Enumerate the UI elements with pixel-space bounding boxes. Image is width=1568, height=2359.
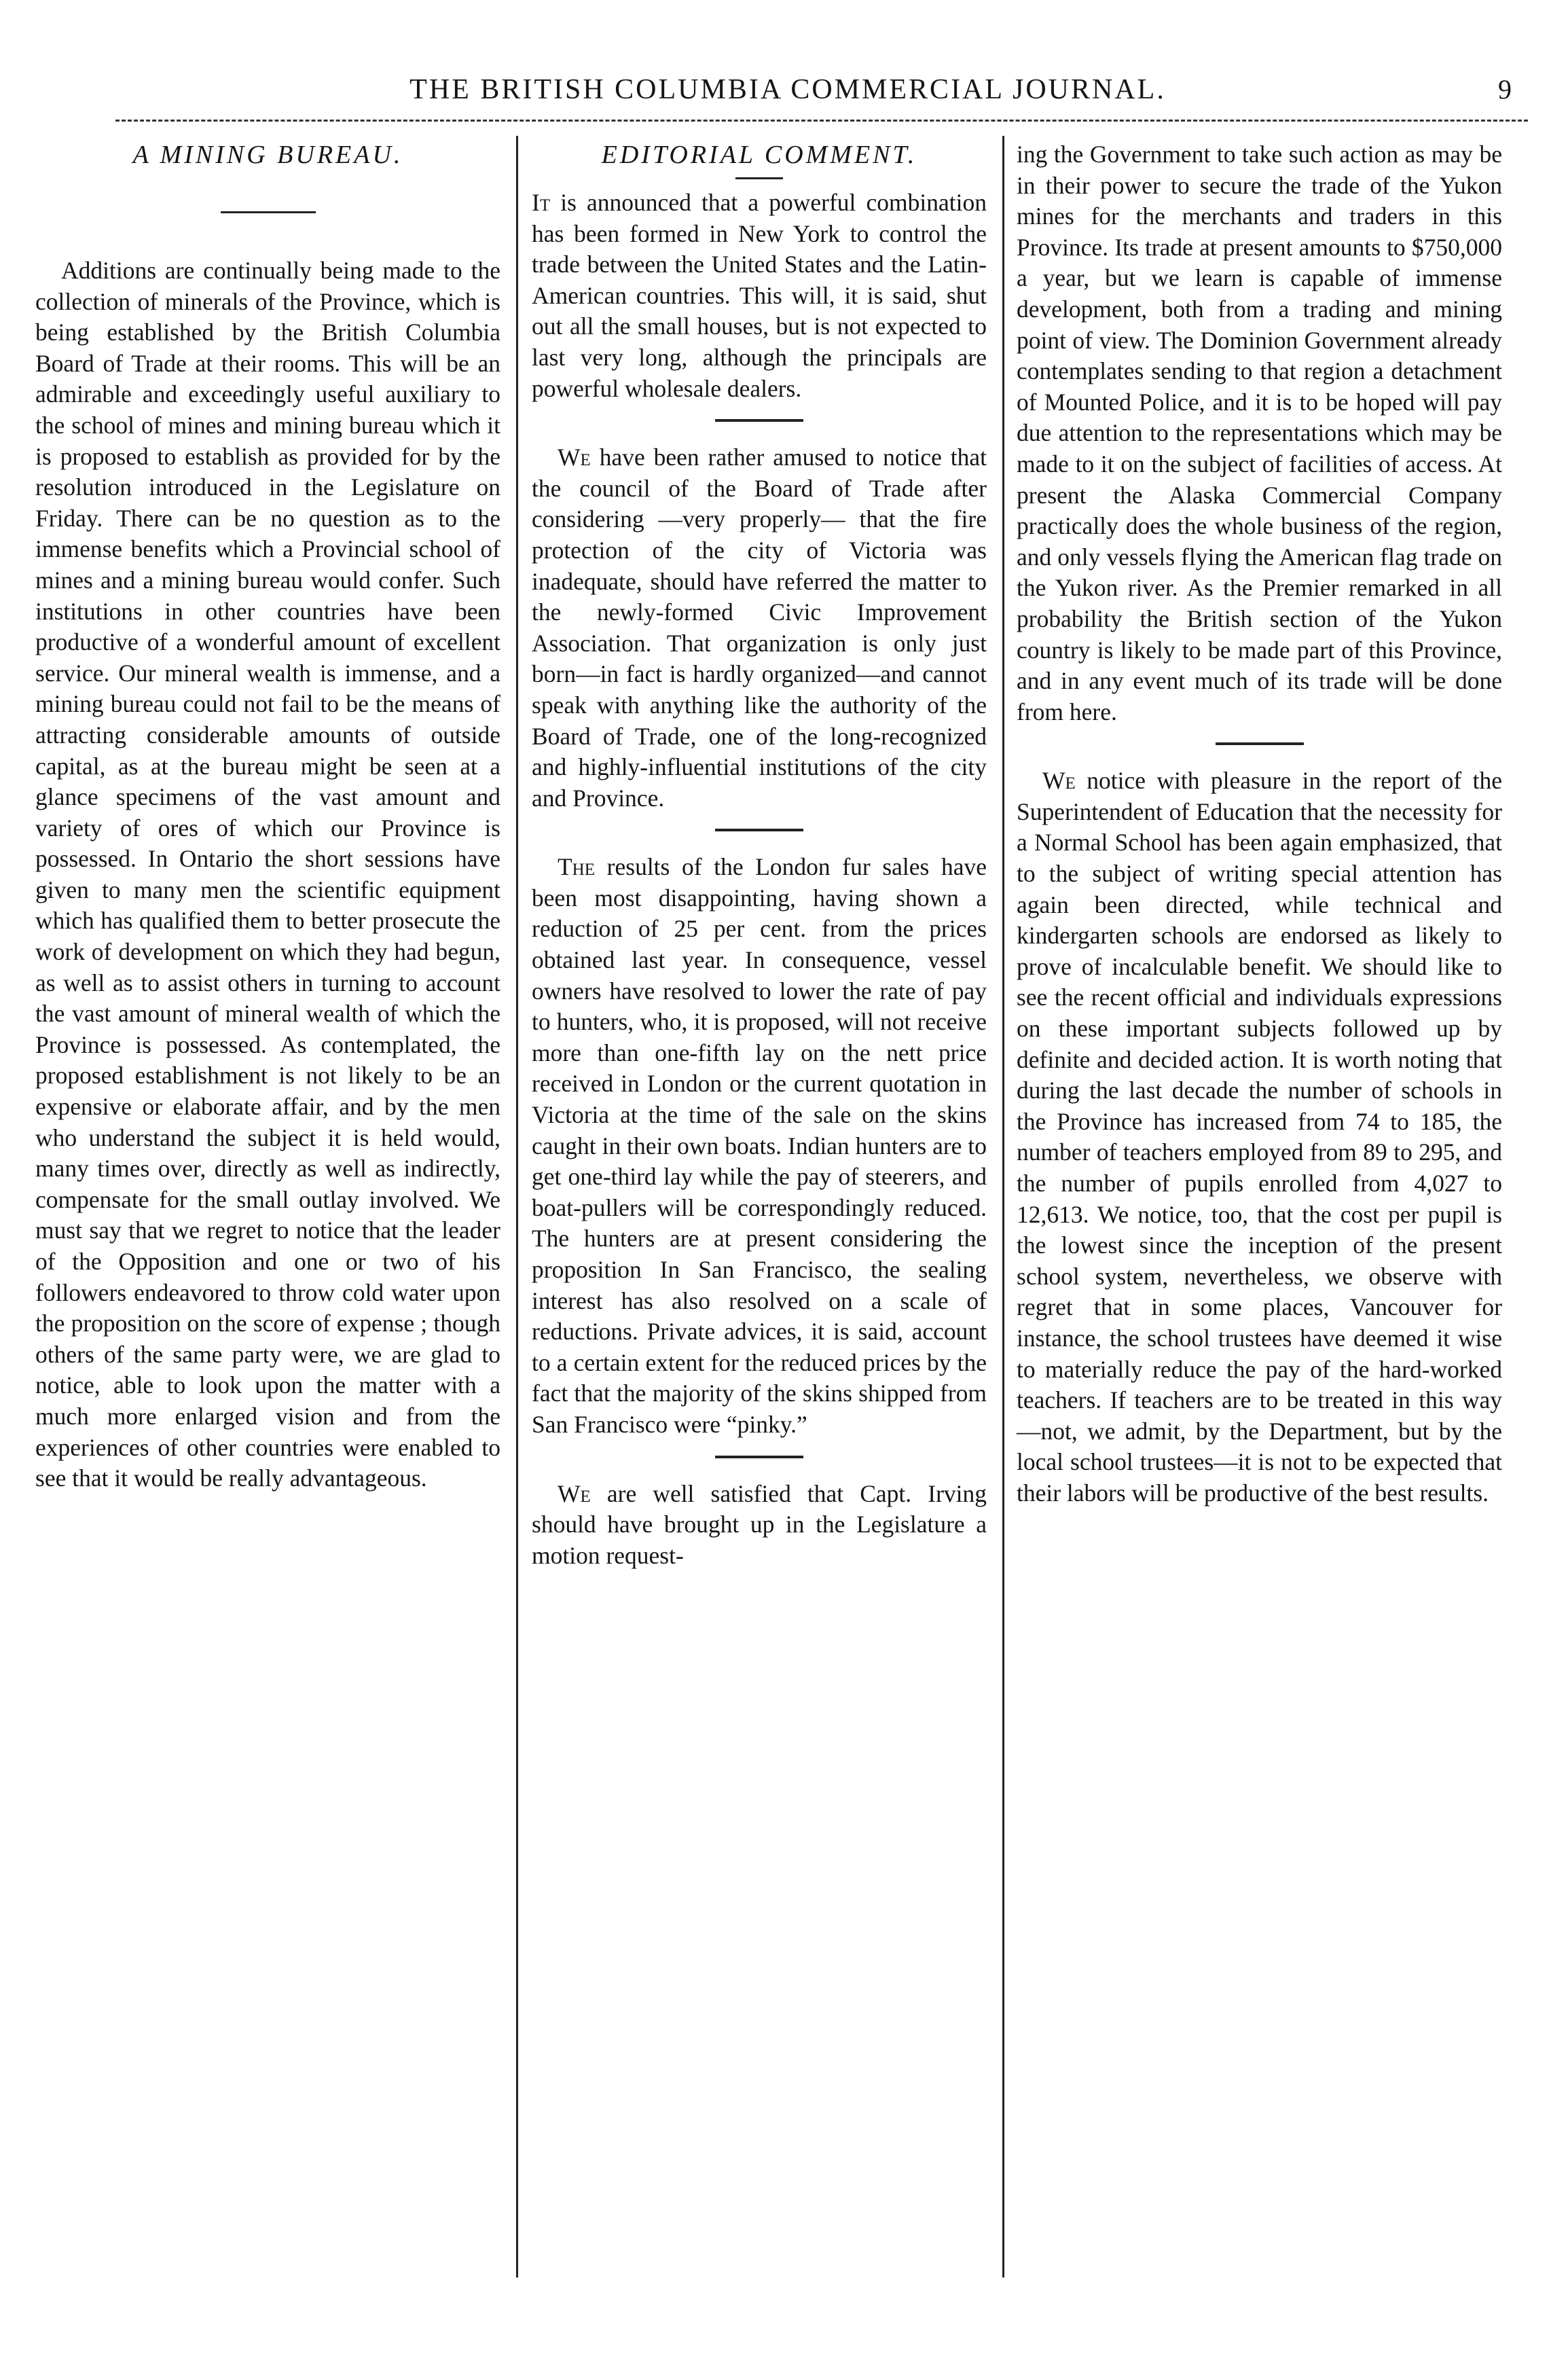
page-number: 9 [1498,74,1512,105]
paragraph-text: is announced that a powerful combination has been formed in New York to control the trade between the United States and the Latin-American countries. This will, it is said, shut out all the small houses, but is not expected to last very long, although the principals are powerful wholesale dealers. [532,189,987,402]
paragraph-lead: We [558,1479,591,1507]
paragraph-lead: It [532,189,551,216]
heading-rule [735,177,783,179]
editorial-paragraph-1 [532,187,987,404]
masthead [54,68,1521,122]
column-editorial-comment [532,139,987,1571]
paragraph-lead: We [558,444,591,471]
editorial-paragraph-4-continued: ing the Government to take such action as may be in their power to secure the trade of the Yukon mines for the merchants and traders in this Province. Its trade at present amounts to $750,000 a year, but we learn is capable of immense development, both from a trading and mining point of view. The Dominion Government already contemplates sending to that region a detachment of Mounted Police, and it is to be hoped will pay due attention to the representations which may be made to it on the subject of facilities of access. At present the Alaska Commercial Company practically does the whole business of the region, and only vessels flying the American flag trade on the Yukon river. As the Premier remarked in all probability the British section of the Yukon country is likely to be made part of this Province, and in any event much of its trade will be done from here. [1017,141,1502,725]
paragraph-divider [715,419,803,422]
journal-title: THE BRITISH COLUMBIA COMMERCIAL JOURNAL. [409,74,1166,105]
paragraph-text: notice with pleasure in the report of the Superintendent of Education that the necessity for a Normal School has been again emphasized, that to the subject of writing special attention has again been directed, while technical and kindergarten schools are endorsed as likely to prove of incalculable benefit. We should like to see the recent official and individuals expressions on these important subjects followed up by definite and decided action. It is worth noting that during the last decade the number of schools in the Province has increased from 74 to 185, the number of teachers employed from 89 to 295, and the number of pupils enrolled from 4,027 to 12,613. We notice, too, that the cost per pupil is the lowest since the inception of the present school system, nevertheless, we observe with regret that in some places, Vancouver for instance, the school trustees have deemed it wise to materially reduce the pay of the hard-worked teachers. If teachers are to be treated in this way—not, we admit, by the Department, but by the local school trustees—it is not to be expected that their labors will be productive of the best results. [1017,767,1503,1507]
paragraph-text: have been rather amused to notice that the council of the Board of Trade after considering —very properly— that the fire protection of the city of Victoria was inadequate, should have referred the matter to the newly-formed Civic Improvement Association. That organization is only just born—in fact is hardly organized—and cannot speak with anything like the authority of the Board of Trade, one of the long-recognized and highly-influential institutions of the city and Province. [532,444,987,812]
paragraph-divider [715,1456,803,1458]
column-rule-1 [516,136,518,2277]
column-mining-bureau [35,139,500,1494]
paragraph-divider [715,829,803,831]
article-heading-editorial-comment: EDITORIAL COMMENT. [601,141,917,169]
heading-rule [221,211,316,213]
editorial-paragraph-3 [532,852,987,1440]
masthead-rule [115,120,1528,122]
paragraph-lead: We [1042,767,1076,795]
column-editorial-continued [1017,139,1502,1509]
article-body-mining-bureau: Additions are continually being made to the collection of minerals of the Province, which is being established by the British Columbia Board of Trade at their rooms. This will be an admirable and exceedingly useful auxiliary to the school of mines and mining bureau which it is proposed to establish as provided for by the resolution introduced in the Legislature on Friday. There can be no question as to the immense benefits which a Provincial school of mines and a mining bureau would confer. Such institutions in other countries have been productive of a wonderful amount of excellent service. Our mineral wealth is immense, and a mining bureau could not fail to be the means of attracting considerable amounts of outside capital, as at the bureau might be seen at a glance specimens of the vast amount and variety of ores of which our Province is possessed. In Ontario the short sessions have given to many men the scientific equipment which has qualified them to better prosecute the work of development on which they had begun, as well as to assist others in turning to account the vast amount of mineral wealth of which the Province is possessed. As contemplated, the proposed establishment is not likely to be an expensive or elaborate affair, and by the men who understand the subject it is held would, many times over, directly as well as indirectly, compensate for the small outlay involved. We must say that we regret to notice that the leader of the Opposition and one or two of his followers endeavored to throw cold water upon the proposition on the score of expense ; though others of the same party were, we are glad to notice, able to look upon the matter with a much more enlarged vision and from the experiences of other countries were enabled to see that it would be really advantageous. [35,257,500,1492]
paragraph-lead: The [558,853,596,881]
paragraph-text: results of the London fur sales have been most disappointing, having shown a reduction of 25 per cent. from the prices obtained last year. In consequence, vessel owners have resolved to lower the rate of pay to hunters, who, it is proposed, will not receive more than one-fifth lay on the nett price received in London or the current quotation in Victoria at the time of the sale on the skins caught in their own boats. Indian hunters are to get one-third lay while the pay of steerers, and boat-pullers will be correspondingly reduced. The hunters are at present considering the proposition In San Francisco, the sealing interest has also resolved on a scale of reductions. Private advices, it is said, account to a certain extent for the reduced prices by the fact that the majority of the skins shipped from San Francisco were “pinky.” [532,853,987,1438]
paragraph-text: are well satisfied that Capt. Irving should have brought up in the Legislature a motion request- [532,1479,987,1569]
editorial-paragraph-5 [1017,766,1502,1509]
article-heading-mining-bureau: A MINING BUREAU. [132,141,403,169]
paragraph-divider [1216,742,1304,745]
editorial-paragraph-4 [532,1479,987,1572]
editorial-paragraph-2 [532,442,987,814]
column-rule-2 [1002,136,1004,2277]
